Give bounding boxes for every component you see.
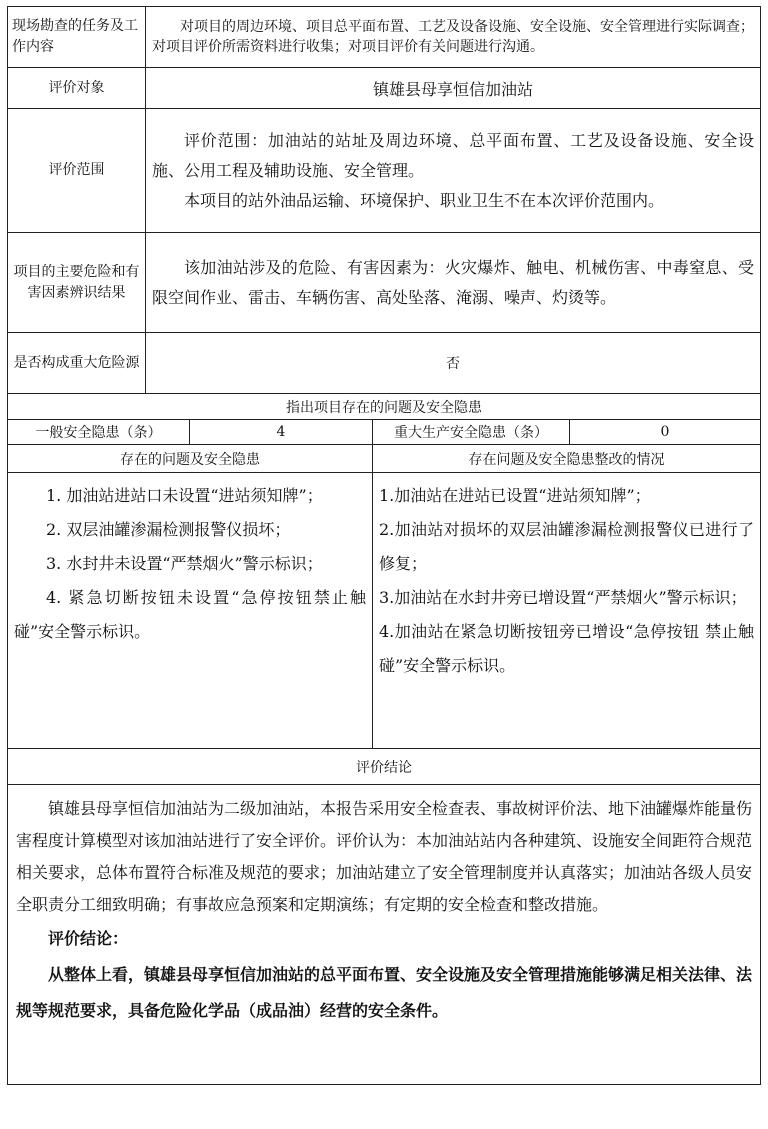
object-value: 镇雄县母享恒信加油站 [146,68,761,109]
major-hazard-value: 否 [146,333,761,394]
survey-text: 对项目的周边环境、项目总平面布置、工艺及设备设施、安全设施、安全管理进行实际调查；对项目评价所需资料进行收集；对项目评价有关问题进行沟通。 [152,19,754,55]
fix-item: 1.加油站在进站已设置“进站须知牌”； [379,486,651,505]
scope-paragraph-1: 评价范围：加油站的站址及周边环境、总平面布置、工艺及设备设施、安全设施、公用工程及辅助设施、安全管理。 [152,130,754,180]
major-hazard-row [8,333,761,394]
survey-label: 现场勘查的任务及工作内容 [8,7,146,68]
general-hazard-label: 一般安全隐患（条） [8,420,190,445]
issues-header: 指出项目存在的问题及安全隐患 [8,394,761,420]
object-row [8,68,761,109]
conclusion-subhead: 评价结论： [48,929,129,948]
scope-label: 评价范围 [8,109,146,233]
scope-paragraph-2: 本项目的站外油品运输、环境保护、职业卫生不在本次评价范围内。 [184,190,665,210]
fix-item: 2.加油站对损坏的双层油罐渗漏检测报警仪已进行了修复； [379,520,754,573]
problem-item: 4. 紧急切断按钮未设置“急停按钮禁止触碰”安全警示标识。 [14,588,366,641]
general-hazard-count: 4 [190,420,373,445]
object-label: 评价对象 [8,68,146,109]
conclusion-header-row [8,749,761,785]
issues-detail-row [8,473,761,749]
problem-item: 1. 加油站进站口未设置“进站须知牌”； [46,486,323,505]
problem-item: 2. 双层油罐渗漏检测报警仪损坏； [46,520,291,539]
conclusion-final: 从整体上看，镇雄县母享恒信加油站的总平面布置、安全设施及安全管理措施能够满足相关法律、法规等规范要求，具备危险化学品（成品油）经营的安全条件。 [16,965,753,1020]
major-hazard-count-label: 重大生产安全隐患（条） [373,420,570,445]
fixes-column-header: 存在问题及安全隐患整改的情况 [373,445,761,473]
problems-cell [8,473,373,749]
fix-item: 3.加油站在水封井旁已增设置“严禁烟火”警示标识； [379,588,747,607]
scope-row [8,109,761,233]
issue-counts-row [8,420,761,445]
major-hazard-label: 是否构成重大危险源 [8,333,146,394]
fixes-cell [373,473,761,749]
hazards-text: 该加油站涉及的危险、有害因素为：火灾爆炸、触电、机械伤害、中毒窒息、受限空间作业、雷击、车辆伤害、高处坠落、淹溺、噪声、灼烫等。 [152,257,754,307]
major-hazard-count: 0 [570,420,761,445]
problem-item: 3. 水封井未设置“严禁烟火”警示标识； [46,554,323,573]
fix-item: 4.加油站在紧急切断按钮旁已增设“急停按钮 禁止触碰”安全警示标识。 [379,622,754,675]
hazards-label: 项目的主要危险和有害因素辨识结果 [8,233,146,333]
issues-columns-row [8,445,761,473]
conclusion-header: 评价结论 [8,749,761,785]
conclusion-cell [8,785,761,1085]
conclusion-body: 镇雄县母享恒信加油站为二级加油站，本报告采用安全检查表、事故树评价法、地下油罐爆炸能量伤害程度计算模型对该加油站进行了安全评价。评价认为：本加油站站内各种建筑、设施安全间距符合规范相关要求，总体布置符合标准及规范的要求；加油站建立了安全管理制度并认真落实；加油站各级人员安全职责分工细致明确；有事故应急预案和定期演练；有定期的安全检查和整改措施。 [16,799,753,914]
hazards-row [8,233,761,333]
conclusion-row [8,785,761,1085]
problems-column-header: 存在的问题及安全隐患 [8,445,373,473]
survey-row [8,7,761,68]
evaluation-table [7,6,761,1085]
issues-header-row [8,394,761,420]
